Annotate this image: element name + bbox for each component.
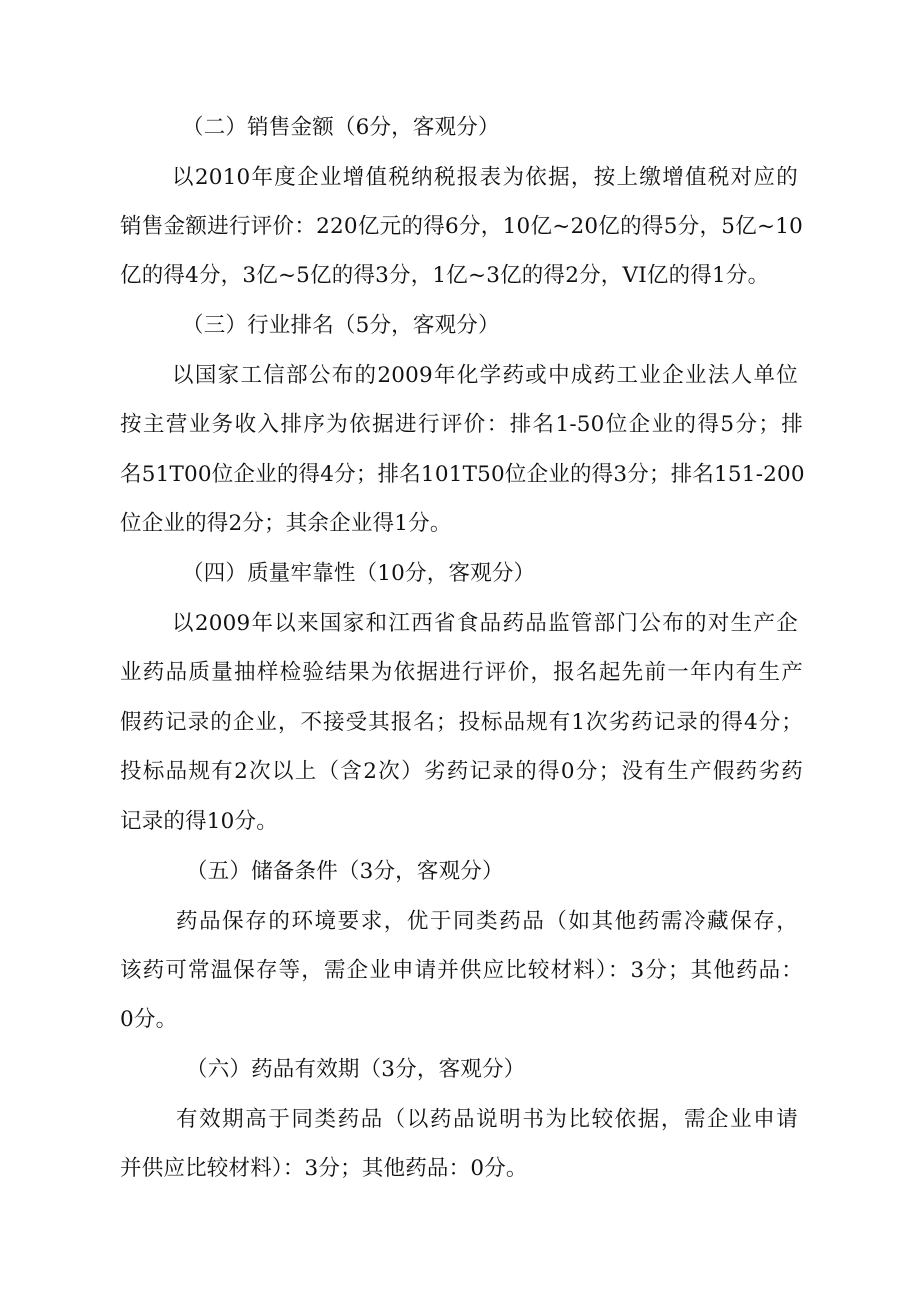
- paragraph-line: 假药记录的企业，不接受其报名；投标品规有1次劣药记录的得4分；: [120, 710, 803, 735]
- paragraph-line: 药品保存的环境要求，优于同类药品（如其他药需冷藏保存，: [176, 909, 798, 934]
- paragraph-line: 位企业的得2分；其余企业得1分。: [120, 511, 452, 536]
- paragraph-line: 投标品规有2次以上（含2次）劣药记录的得0分；没有生产假药劣药: [120, 759, 803, 784]
- paragraph-line: 按主营业务收入排序为依据进行评价：排名1-50位企业的得5分；排: [120, 412, 803, 437]
- paragraph-line: 记录的得10分。: [120, 809, 278, 834]
- paragraph-line: 并供应比较材料）：3分；其他药品：0分。: [120, 1156, 528, 1181]
- paragraph-line: 名51T00位企业的得4分；排名101T50位企业的得3分；排名151-200: [120, 462, 805, 487]
- section-heading-6: （六）药品有效期（3分，客观分）: [186, 1057, 526, 1082]
- paragraph-line: 以国家工信部公布的2009年化学药或中成药工业企业法人单位: [172, 363, 798, 388]
- paragraph-line: 亿的得4分，3亿~5亿的得3分，1亿~3亿的得2分，VI亿的得1分。: [120, 263, 770, 288]
- section-heading-4: （四）质量牢靠性（10分，客观分）: [182, 561, 536, 586]
- paragraph-line: 0分。: [120, 1007, 178, 1032]
- paragraph-line: 销售金额进行评价：220亿元的得6分，10亿~20亿的得5分，5亿~10: [120, 214, 803, 239]
- paragraph-line: 以2009年以来国家和江西省食品药品监管部门公布的对生产企: [172, 611, 798, 636]
- section-heading-3: （三）行业排名（5分，客观分）: [182, 313, 500, 338]
- section-heading-5: （五）储备条件（3分，客观分）: [186, 859, 504, 884]
- paragraph-line: 有效期高于同类药品（以药品说明书为比较依据，需企业申请: [176, 1107, 798, 1132]
- paragraph-line: 该药可常温保存等，需企业申请并供应比较材料）：3分；其他药品：: [120, 958, 803, 983]
- section-heading-2: （二）销售金额（6分，客观分）: [182, 115, 500, 140]
- paragraph-line: 业药品质量抽样检验结果为依据进行评价，报名起先前一年内有生产: [120, 660, 803, 685]
- paragraph-line: 以2010年度企业增值税纳税报表为依据，按上缴增值税对应的: [172, 165, 798, 190]
